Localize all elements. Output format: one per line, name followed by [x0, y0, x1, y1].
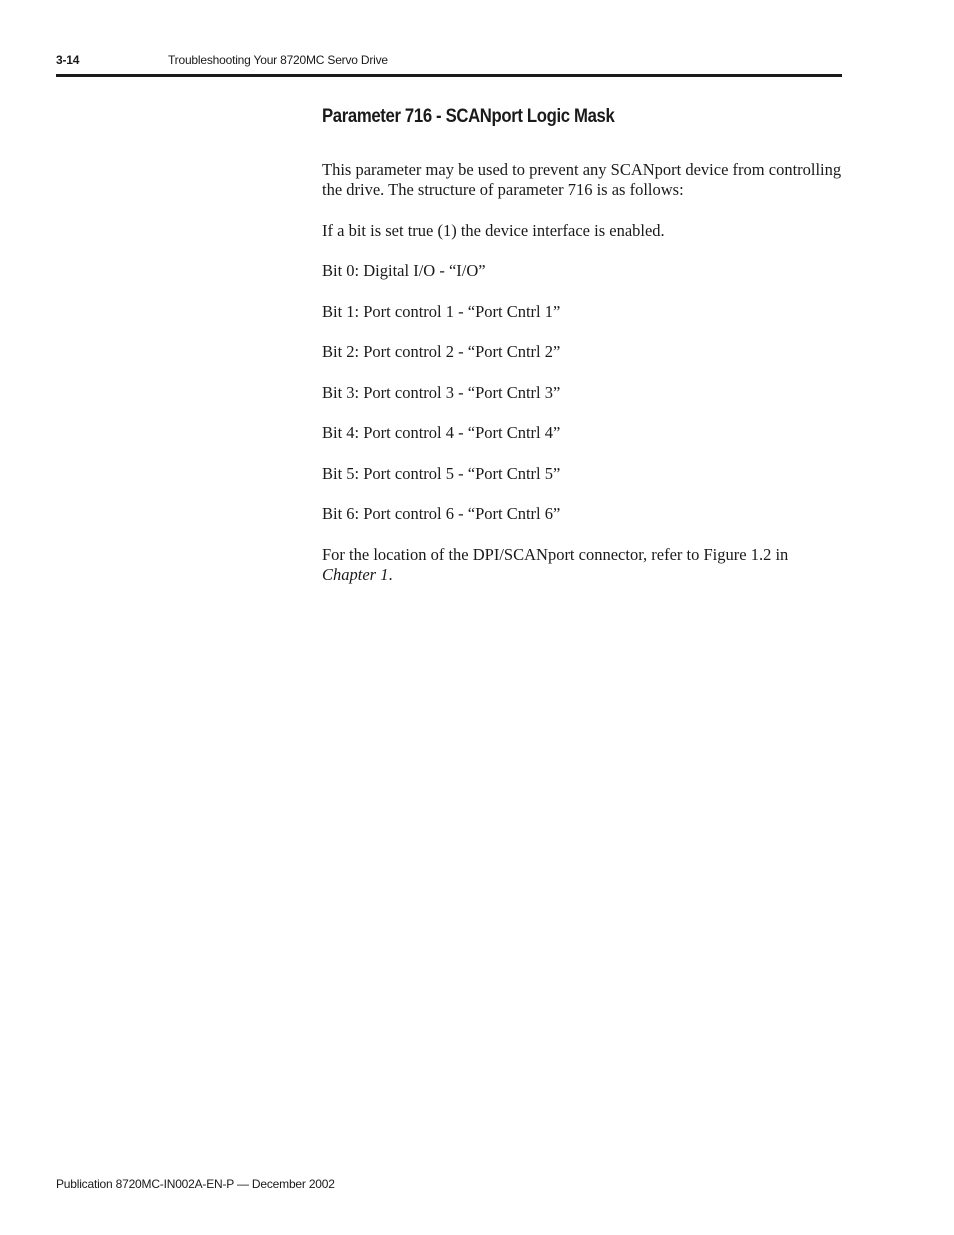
- location-end: .: [388, 564, 393, 584]
- bit-item: Bit 2: Port control 2 - “Port Cntrl 2”: [322, 342, 561, 361]
- page-number: 3-14: [56, 53, 80, 67]
- chapter-reference: Chapter 1: [322, 564, 389, 584]
- bit-item: Bit 1: Port control 1 - “Port Cntrl 1”: [322, 301, 561, 321]
- header-divider: [56, 74, 842, 77]
- section-title: Parameter 716 - SCANport Logic Mask: [322, 106, 615, 127]
- bit-item: Bit 4: Port control 4 - “Port Cntrl 4”: [322, 423, 561, 442]
- bit-item: Bit 3: Port control 3 - “Port Cntrl 3”: [322, 382, 561, 402]
- intro-paragraph: This parameter may be used to prevent any SCANport device from controlling the drive. The structure of parameter 716 is as follows:: [322, 160, 842, 199]
- location-text: For the location of the DPI/SCANport connector, refer to Figure 1.2 in: [322, 544, 789, 564]
- bit-item: Bit 0: Digital I/O - “I/O”: [322, 261, 486, 280]
- bit-item: Bit 6: Port control 6 - “Port Cntrl 6”: [322, 504, 561, 523]
- body-content: [322, 160, 842, 605]
- bit-item: Bit 5: Port control 5 - “Port Cntrl 5”: [322, 463, 561, 483]
- enable-note: If a bit is set true (1) the device interface is enabled.: [322, 220, 665, 240]
- publication-footer: Publication 8720MC-IN002A-EN-P — December 2002: [56, 1177, 335, 1191]
- running-title: Troubleshooting Your 8720MC Servo Drive: [168, 53, 388, 67]
- location-paragraph: [322, 545, 842, 585]
- bit-list: [322, 261, 842, 524]
